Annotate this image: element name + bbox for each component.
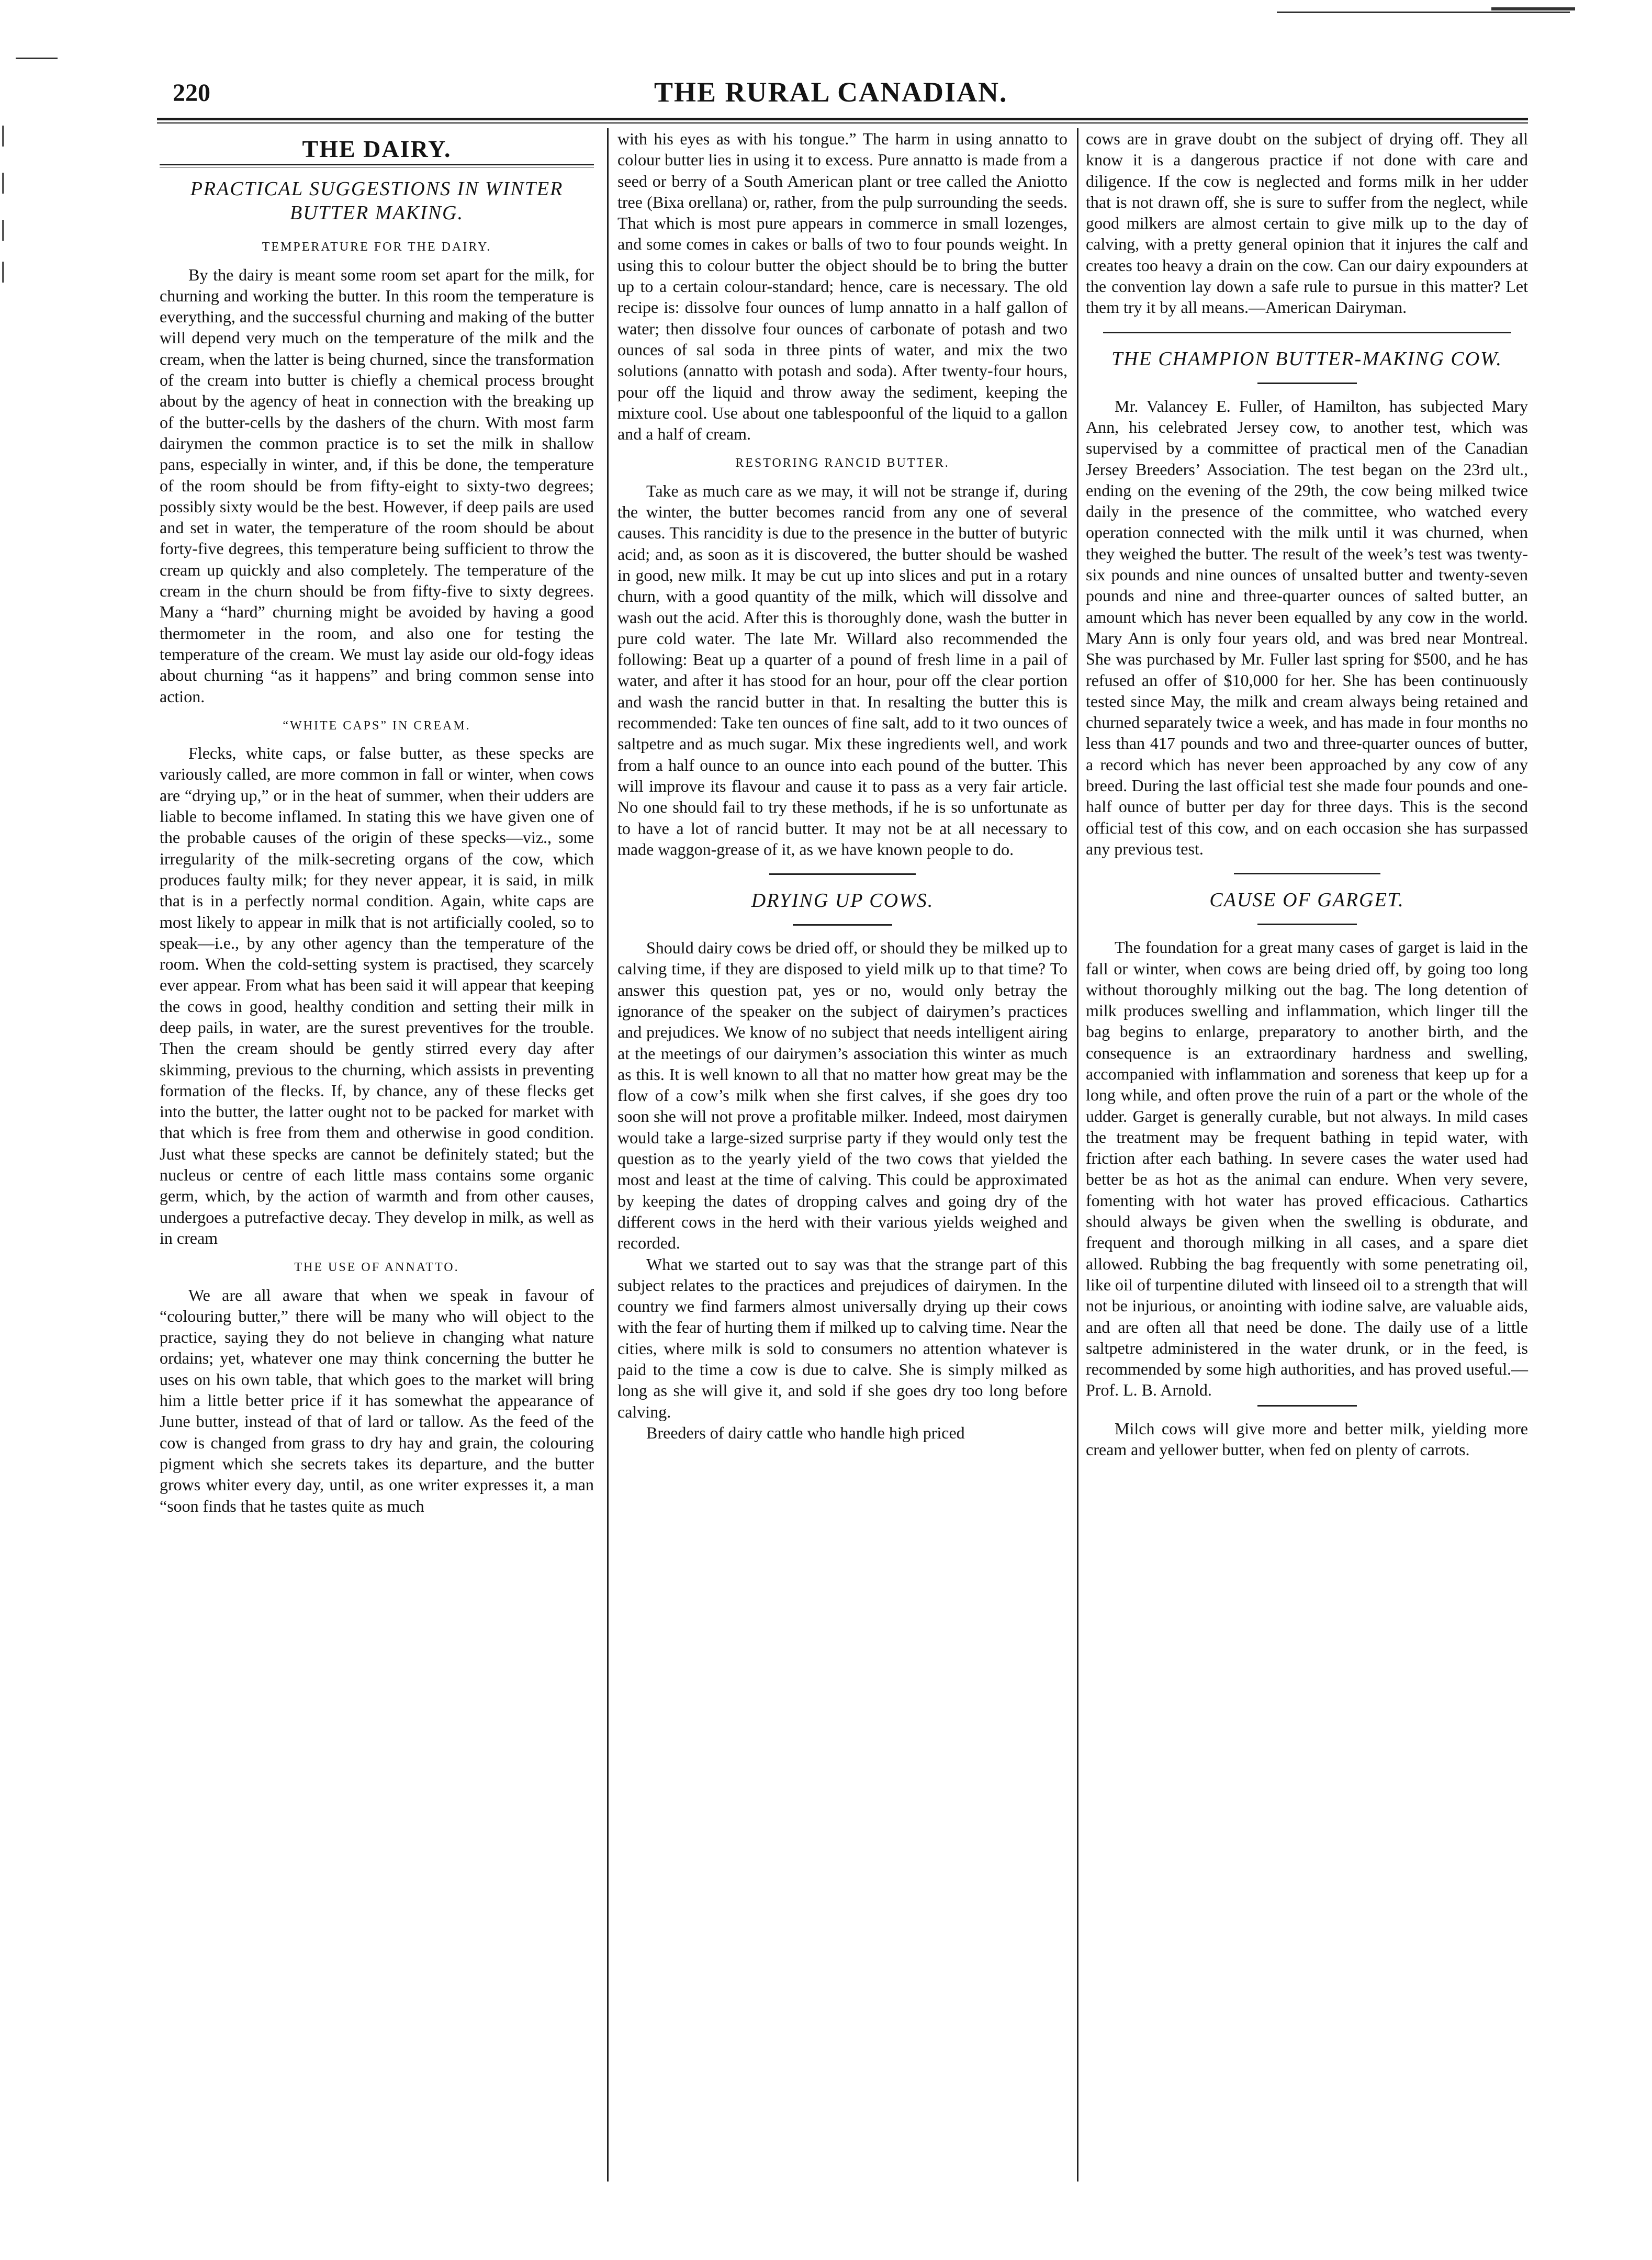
title-rule — [1257, 383, 1357, 384]
margin-tick — [2, 262, 4, 283]
column-rule — [1077, 128, 1078, 2182]
paragraph: Milch cows will give more and better milk, yielding more cream and yellower butter, when fed on plenty of carrots. — [1086, 1419, 1528, 1459]
header-rule — [157, 118, 1528, 123]
running-head: THE RURAL CANADIAN. — [654, 76, 1008, 108]
margin-tick — [2, 126, 4, 147]
column-rule — [607, 128, 609, 2182]
paragraph: We are all aware that when we speak in favour of “colouring butter,” there will be many who will object to the practice, saying they do not believe in changing what nature ordains; yet, whatever one may think concerning the butter he uses on his own table, that which goes to the market will bring him a little better price if it has somewhat the appearance of June butter, instead of that of lard or tallow. As the feed of the cow is changed from grass to dry hay and grain, the colouring pigment which she secrets takes its departure, and the butter grows whiter every day, until, as one writer expresses it, a man “soon finds that he tastes quite as much — [160, 1285, 594, 1515]
article-title: THE CHAMPION BUTTER-MAKING COW. — [1111, 347, 1502, 370]
paragraph: By the dairy is meant some room set apart for the milk, for churning and working the butter. In this room the temperature is everything, and the successful churning and making of the butter will depend very much on the temperature of the milk and the cream, when the latter is being churned, since the transformation of the cream into butter is chiefly a chemical process brought about by the agency of heat in connection with the breaking up of the butter-cells by the dashers of the churn. With most farm dairymen the common practice is to set the milk in shallow pans, especially in winter, and, if this be done, the temperature of the room should be from fifty-eight to sixty-two degrees; possibly sixty would be the best. However, if deep pails are used and set in water, the temperature of the room should be about forty-five degrees, this temperature being sufficient to throw the cream up quickly and also completely. The temperature of the cream in the churn should be from fifty-five to sixty degrees. Many a “hard” churning might be avoided by having a good thermometer in the room, and also one for testing the temperature of the cream. We must lay aside our old-fogy ideas about churning “as it happens” and bring common sense into action. — [160, 265, 594, 706]
paragraph: cows are in grave doubt on the subject of drying off. They all know it is a dangerous practice if not done with care and diligence. If the cow is neglected and forms milk in her udder that is not drawn off, she is sure to suffer from the neglect, while good milkers are almost certain to give milk up to the day of calving, with a pretty general opinion that it injures the calf and creates too heavy a drain on the cow. Can our dairy expounders at the convention lay down a safe rule to pursue in this matter? Let them try it by all means.—American Dairyman. — [1086, 129, 1528, 317]
article-rule — [1103, 332, 1511, 333]
page-number: 220 — [173, 79, 210, 107]
paragraph: Mr. Valancey E. Fuller, of Hamilton, has subjected Mary Ann, his celebrated Jersey cow, to another test, which was supervised by a committee of practical men of the Canadian Jersey Breeders’ Association. The test began on the 23rd ult., ending on the evening of the 29th, the cow being milked twice daily in the presence of the committee, who watched every operation connected with the milk until it was churned, when they weighed the butter. The result of the week’s test was twenty-six pounds and nine ounces of unsalted butter and twenty-seven pounds and nine and three-quarter ounces of salted butter, an amount which has never been equalled by any cow in the world. Mary Ann is only four years old, and was bred near Montreal. She was purchased by Mr. Fuller last spring for $500, and he has refused an offer of $10,000 for her. She has been continuously tested since May, the milk and cream always being retained and churned separately twice a week, and has made in four months no less than 417 pounds and two and three-quarter ounces of butter, a record which has never been approached by any cow of any breed. During the last official test she made four pounds and one-half ounce of butter per day for three days. This is the second official test of this cow, and on each occasion she has surpassed any previous test. — [1086, 396, 1528, 858]
paragraph: What we started out to say was that the strange part of this subject relates to the practices and prejudices of dairymen. In the country we find farmers almost universally drying up their cows with the fear of hurting them if milked up to calving time. Near the cities, where milk is sold to consumers no attention whatever is paid to the time a cow is due to calve. She is simply milked as long as she will give it, and sold if she goes dry too long before calving. — [617, 1254, 1067, 1421]
column-3 — [1086, 128, 1528, 2184]
article-rule — [769, 873, 916, 875]
section-rule — [160, 164, 594, 167]
paragraph: Flecks, white caps, or false butter, as these specks are variously called, are more common in fall or winter, when cows are “drying up,” or in the heat of summer, when their udders are liable to become inflamed. In stating this we have given one of the probable causes of the origin of these specks—viz., some irregularity of the milk-secreting organs of the cow, which produces faulty milk; for they never appear, it is said, in milk that is in a perfectly normal condition. Again, white caps are most likely to appear in milk that is not artificially cooled, so to speak—i.e., by any other agency than the temperature of the room. When the cold-setting system is practised, they scarcely ever appear. From what has been said it will appear that keeping the cows in good, healthy condition and setting their milk in deep pails, in water, are the surest preventives for the trouble. Then the cream should be gently stirred every day after skimming, previous to the churning, which assists in preventing formation of the flecks. If, by chance, any of these flecks get into the butter, the latter ought not to be packed for market with that which is free from them and otherwise in good condition. Just what these specks are cannot be definitely stated; but the nucleus or centre of each little mass contains some organic germ, which, by the action of warmth and from other causes, undergoes a putrefactive decay. They develop in milk, as well as in cream — [160, 744, 594, 1247]
column-2 — [617, 128, 1067, 2184]
item-rule — [1257, 1405, 1357, 1407]
scan-mark — [1277, 12, 1570, 13]
paragraph: with his eyes as with his tongue.” The harm in using annatto to colour butter lies in using it to excess. Pure annatto is made from a seed or berry of a South American plant or tree called the Aniotto tree (Bixa orellana) or, rather, from the pulp surrounding the seeds. That which is most pure appears in commerce in small lozenges, and some comes in cakes or balls of two to four pounds weight. In using this to colour butter the object should be to bring the butter up to a certain colour-standard; hence, care is necessary. The old recipe is: dissolve four ounces of lump annatto in a half gallon of water; then dissolve four ounces of carbonate of potash and two ounces of sal soda in three pints of water, and mix the two solutions (annatto with potash and soda). After twenty-four hours, pour off the liquid and throw away the sediment, keeping the mixture cool. Use about one tablespoonful of the liquid to a gallon and a half of cream. — [617, 129, 1067, 444]
margin-tick — [2, 173, 4, 194]
paragraph: Take as much care as we may, it will not be strange if, during the winter, the butter becomes rancid from any one of several causes. This rancidity is due to the presence in the butter of butyric acid; and, as soon as it is discovered, the butter should be washed in good, new milk. It may be cut up into slices and put in a rotary churn, with a good quantity of the milk, which will dissolve and wash out the acid. After this is thoroughly done, wash the butter in pure cold water. The late Mr. Willard also recommended the following: Beat up a quarter of a pound of fresh lime in a pail of water, and after it has stood for an hour, pour off the clear portion and wash the rancid butter in that. In resalting the butter this is recommended: Take ten ounces of fine salt, add to it two ounces of saltpetre and as much sugar. Mix these ingredients well, and work from a half ounce to an ounce into each pound of the butter. This will improve its flavour and cause it to pass as a very fair article. No one should fail to try these methods, if he is so unfortunate as to have a lot of rancid butter. It may not be at all necessary to made waggon-grease of it, as we have known people to do. — [617, 481, 1067, 859]
article-rule — [1234, 873, 1380, 874]
article-title: CAUSE OF GARGET. — [1209, 889, 1404, 912]
sub-heading: RESTORING RANCID BUTTER. — [735, 456, 950, 470]
column-1 — [160, 128, 594, 2184]
paragraph: Breeders of dairy cattle who handle high priced — [646, 1423, 965, 1442]
article-title: PRACTICAL SUGGESTIONS IN WINTER BUTTER MAKING. — [190, 178, 564, 224]
article-title: DRYING UP COWS. — [751, 890, 934, 912]
scan-mark — [16, 58, 58, 59]
paragraph: The foundation for a great many cases of garget is laid in the fall or winter, when cows are being dried off, by going too long without thoroughly milking out the bag. The long detention of milk produces swelling and inflammation, which linger till the bag begins to enlarge, preparatory to another birth, and the consequence is an extraordinary hardness and swelling, accompanied with inflammation and soreness that keep up for a long while, and often prove the ruin of a part or the whole of the udder. Garget is generally curable, but not always. In mild cases the treatment may be frequent bathing in tepid water, with friction after each bathing. In severe cases the water used had better be as hot as the animal can endure. When very severe, fomenting with hot water has proved efficacious. Cathartics should always be given when the swelling is obdurate, and frequent and thorough milking in all cases, and a spare diet allowed. Rubbing the bag frequently with some penetrating oil, like oil of turpentine diluted with linseed oil to a strength that will not be injurious, or anointing with iodine salve, are valuable aids, and are often all that need be done. The daily use of a little saltpetre administered in the water drunk, or in the feed, is recommended by some high authorities, and has proved useful.—Prof. L. B. Arnold. — [1086, 938, 1528, 1400]
scan-mark — [1491, 7, 1575, 10]
title-rule — [1257, 924, 1357, 925]
sub-heading: “WHITE CAPS” IN CREAM. — [283, 718, 471, 733]
margin-tick — [2, 220, 4, 241]
section-heading: THE DAIRY. — [302, 136, 452, 162]
sub-heading: THE USE OF ANNATTO. — [294, 1261, 459, 1275]
sub-heading: TEMPERATURE FOR THE DAIRY. — [262, 240, 492, 254]
paragraph: Should dairy cows be dried off, or should they be milked up to calving time, if they are disposed to yield milk up to that time? To answer this question pat, yes or no, would only betray the ignorance of the speaker on the subject of dairymen’s practices and prejudices. We know of no subject that needs intelligent airing at the meetings of our dairymen’s association this winter as much as this. It is well known to all that no matter how great may be the flow of a cow’s milk when she first calves, if she goes dry too soon she will not prove a profitable milker. Indeed, most dairymen would take a large-sized surprise party if they would only test the question as to the yearly yield of the two cows that yielded the most and least at the time of calving. This could be approximated by keeping the dates of dropping calves and going dry of the different cows in the herd with their various yields weighed and recorded. — [617, 938, 1067, 1253]
title-rule — [793, 924, 892, 926]
